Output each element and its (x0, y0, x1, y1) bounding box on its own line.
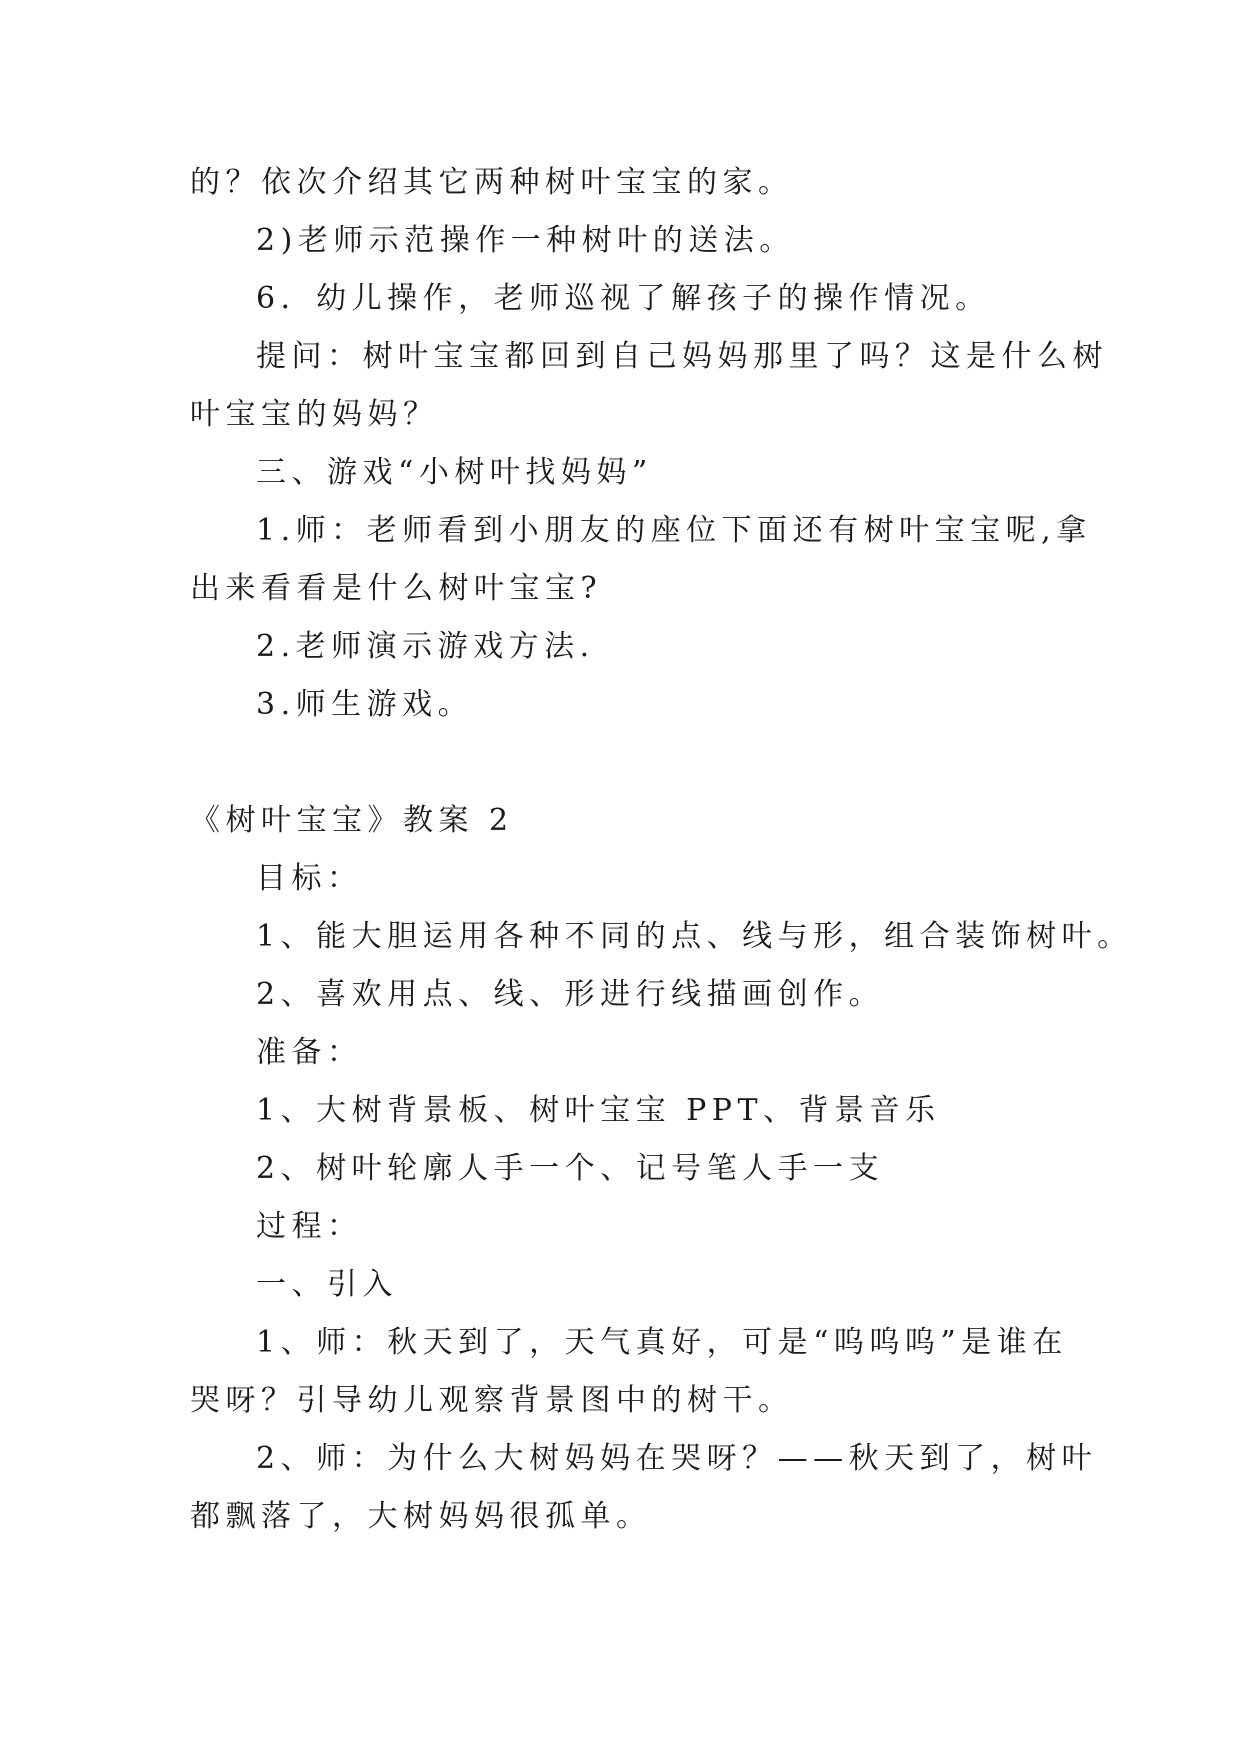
section-heading: 三、游戏“小树叶找妈妈” (256, 455, 653, 490)
document-title: 《树叶宝宝》教案 2 (190, 803, 514, 838)
paragraph-line: 提问：树叶宝宝都回到自己妈妈那里了吗？这是什么树 (256, 339, 1108, 374)
paragraph-line: 1、大树背景板、树叶宝宝 PPT、背景音乐 (256, 1093, 941, 1128)
paragraph-line: 叶宝宝的妈妈？ (190, 397, 439, 432)
paragraph-line: 的？依次介绍其它两种树叶宝宝的家。 (190, 165, 794, 200)
paragraph-line: 2.老师演示游戏方法. (256, 629, 595, 664)
paragraph-line: 都飘落了，大树妈妈很孤单。 (190, 1499, 652, 1534)
paragraph-line: 3.师生游戏。 (256, 687, 474, 722)
paragraph-line: 1、师：秋天到了，天气真好，可是“呜呜呜”是谁在 (256, 1325, 1068, 1360)
paragraph-line: 6．幼儿操作，老师巡视了解孩子的操作情况。 (256, 281, 991, 316)
section-heading: 目标： (256, 861, 363, 896)
section-heading: 准备： (256, 1035, 363, 1070)
paragraph-line: 出来看看是什么树叶宝宝? (190, 571, 603, 606)
paragraph-line: 哭呀？引导幼儿观察背景图中的树干。 (190, 1383, 794, 1418)
paragraph-line: 2)老师示范操作一种树叶的送法。 (256, 223, 795, 258)
paragraph-line: 1.师：老师看到小朋友的座位下面还有树叶宝宝呢,拿 (256, 513, 1092, 548)
paragraph-line: 2、树叶轮廓人手一个、记号笔人手一支 (256, 1151, 885, 1186)
paragraph-line: 2、喜欢用点、线、形进行线描画创作。 (256, 977, 885, 1012)
paragraph-line: 2、师：为什么大树妈妈在哭呀？——秋天到了，树叶 (256, 1441, 1098, 1476)
paragraph-line: 1、能大胆运用各种不同的点、线与形，组合装饰树叶。 (256, 919, 1133, 954)
section-heading: 一、引入 (256, 1267, 398, 1302)
section-heading: 过程： (256, 1209, 363, 1244)
